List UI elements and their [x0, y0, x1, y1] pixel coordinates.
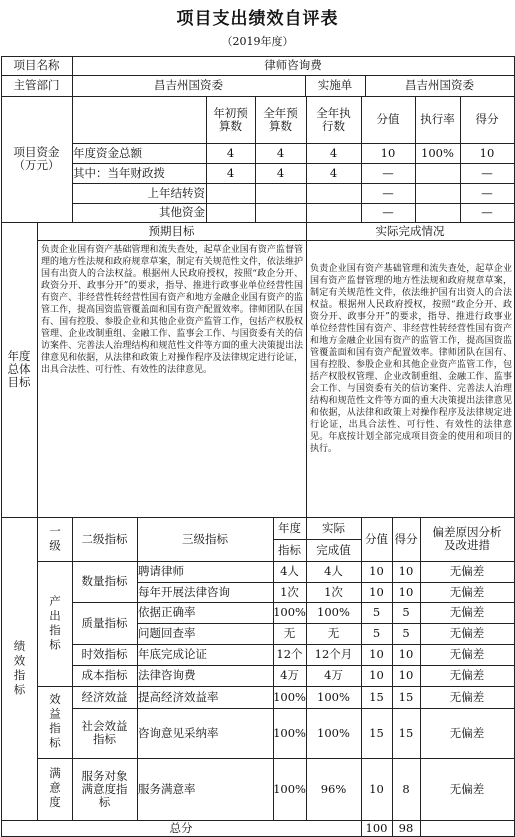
funds-header-1-text: 全年预算数 [263, 105, 298, 133]
perf-header-l2-text: 二级指标 [81, 531, 128, 546]
impl-value-text: 昌吉州国资委 [405, 78, 474, 92]
perf-l2-0-3 [72, 665, 138, 687]
funds-row-3-col-4 [415, 203, 461, 223]
perf-l2-1-0-text: 经济效益 [81, 689, 128, 704]
perf-row-done [306, 561, 362, 583]
perf-header-target [273, 539, 307, 562]
funds-header-4-text: 执行率 [420, 112, 455, 126]
dept-label [1, 75, 73, 97]
perf-row-score-value [361, 561, 393, 583]
funds-row-0-col-4 [415, 143, 461, 164]
funds-row-1-name-text: 其中：当年财政拨 [73, 165, 165, 180]
perf-header-annual [273, 517, 307, 540]
perf-row-target-text: 12个 [276, 647, 303, 661]
perf-row-score-text: 10 [398, 564, 414, 578]
funds-row-3-name [72, 203, 207, 223]
perf-row-score-value-text: 15 [369, 689, 384, 704]
perf-label [1, 517, 38, 821]
perf-l2-0-2-text: 时效指标 [81, 647, 128, 661]
funds-row-3-col-3-text: — [382, 205, 394, 219]
perf-row-target [273, 602, 307, 624]
perf-row-deviation [420, 665, 515, 687]
perf-row-target-text: 4万 [280, 668, 299, 682]
expected-text: 负责企业国有资产基础管理和流失查处，起草企业国有资产监督管理的地方性法规和政府规章草案，制定有关规范性文件，依法维护国有出资人的合法权益。根据州人民政府授权，按照“政企分开、政资分开、政事分开”的要求，指导、推进行政事业单位经营性国有资产、非经营性转经营性国有资产和地方金融企业国有资产的监管工作，提高国资监管覆盖面和国有资产配置效率。律师团队在国有、国有控股、参股企业和其他企业资产监管工作，包括产权股权管理、企业改制重组、金融工作、监事会工作、与国资委有关的信访案件、完善法人治理结构和规范性文件等方面的重大决策提出法律意见和依据，从法律和政策上对操作程序及法律规定进行论证，出具合法性、可行性、有效性的法律意见。 [41, 245, 303, 375]
perf-row-target [273, 708, 307, 759]
perf-row-score-value [361, 686, 393, 709]
perf-row-deviation [420, 582, 515, 603]
perf-row-score-value-text: 10 [369, 781, 384, 796]
funds-header-2-text: 全年执行数 [316, 105, 351, 133]
perf-l1-2 [37, 758, 73, 821]
perf-row-done [306, 708, 362, 759]
perf-row-deviation-text: 无偏差 [449, 668, 485, 682]
perf-row-deviation-text: 无偏差 [449, 564, 485, 578]
perf-row-done-text: 96% [320, 781, 347, 796]
perf-l1-1 [37, 686, 73, 759]
funds-row-0-col-1-text: 4 [276, 145, 285, 160]
perf-row-score-text: 10 [398, 584, 414, 599]
funds-label [1, 96, 73, 223]
perf-row-deviation [420, 623, 515, 645]
funds-row-1-col-0-text: 4 [226, 165, 235, 180]
perf-header-score-value [361, 517, 393, 562]
perf-header-actual [306, 517, 362, 540]
perf-row-indicator-text: 法律咨询费 [138, 668, 196, 682]
perf-row-indicator [137, 561, 274, 583]
perf-l1-0 [37, 561, 73, 687]
perf-row-indicator [137, 708, 274, 759]
perf-header-annual-text: 年度 [278, 520, 301, 535]
funds-row-0-col-0-text: 4 [226, 145, 235, 160]
funds-row-2-col-2 [306, 183, 362, 204]
perf-row-target [273, 582, 307, 603]
perf-row-deviation [420, 644, 515, 666]
funds-row-1-col-5 [460, 163, 515, 184]
perf-row-indicator-text: 年底完成论证 [138, 647, 207, 661]
perf-row-deviation-text: 无偏差 [449, 584, 485, 599]
perf-row-score [392, 582, 421, 603]
funds-row-3-col-2 [306, 203, 362, 223]
goals-label-text: 年度总体目标 [7, 349, 31, 389]
project-name-label-text: 项目名称 [13, 58, 60, 72]
funds-row-3-col-5 [460, 203, 515, 223]
perf-l2-1-1-text: 社会效益指标 [81, 719, 128, 746]
perf-row-done-text: 4万 [324, 668, 343, 682]
perf-row-score [392, 708, 421, 759]
perf-row-target [273, 644, 307, 666]
perf-row-indicator-text: 问题回查率 [138, 626, 196, 640]
project-name-value-text: 律师咨询费 [264, 58, 322, 72]
funds-header-blank [72, 96, 207, 144]
perf-header-l1-text: 一级 [48, 524, 62, 554]
perf-header-dev-text: 偏差原因分析及改进措 [432, 525, 502, 552]
form-year: （2019年度） [221, 35, 294, 48]
perf-row-indicator [137, 665, 274, 687]
total-score-text: 98 [398, 820, 414, 835]
perf-l2-2-0-text: 服务对象满意度指标 [81, 768, 128, 809]
dept-value-text: 昌吉州国资委 [154, 78, 223, 92]
impl-value [365, 75, 515, 97]
funds-row-3-col-3 [361, 203, 416, 223]
perf-row-deviation [420, 686, 515, 709]
evaluation-table [1, 56, 514, 836]
funds-row-0-name [72, 143, 207, 164]
project-name-label [1, 56, 73, 76]
perf-header-done-text: 完成值 [316, 542, 351, 557]
perf-l2-0-3-text: 成本指标 [81, 668, 128, 682]
goals-label [1, 222, 38, 518]
perf-row-done [306, 758, 362, 821]
perf-row-score-value [361, 665, 393, 687]
funds-row-1-col-0 [206, 163, 256, 184]
perf-row-done-text: 4人 [324, 564, 343, 578]
perf-row-score-value-text: 15 [369, 725, 384, 740]
perf-row-score [392, 623, 421, 645]
perf-row-indicator-text: 提高经济效益率 [138, 689, 219, 704]
perf-row-done-text: 100% [317, 605, 350, 619]
perf-row-target [273, 623, 307, 645]
funds-row-1-col-5-text: — [481, 165, 493, 180]
total-value [361, 820, 393, 837]
perf-row-score [392, 644, 421, 666]
funds-header-0 [206, 96, 256, 144]
perf-l2-1-1 [72, 708, 138, 759]
funds-row-2-name-text: 上年结转资 [147, 185, 205, 200]
perf-row-deviation [420, 758, 515, 821]
perf-row-indicator-text: 依据正确率 [138, 605, 196, 619]
perf-row-target [273, 665, 307, 687]
perf-row-target-text: 1次 [280, 584, 299, 599]
total-label [1, 820, 362, 837]
perf-row-score-value-text: 5 [372, 626, 381, 640]
funds-row-1-col-1-text: 4 [276, 165, 285, 180]
funds-row-2-col-3-text: — [382, 185, 394, 200]
perf-row-deviation-text: 无偏差 [449, 781, 485, 796]
dept-label-text: 主管部门 [13, 78, 60, 92]
perf-row-score-text: 10 [398, 668, 414, 682]
perf-l2-0-0 [72, 561, 138, 603]
funds-row-2-col-5 [460, 183, 515, 204]
perf-row-deviation [420, 708, 515, 759]
perf-row-indicator [137, 623, 274, 645]
actual-header [306, 222, 515, 241]
perf-l2-0-1-text: 质量指标 [81, 615, 128, 630]
perf-row-deviation [420, 602, 515, 624]
perf-row-done [306, 686, 362, 709]
funds-row-0-col-5-text: 10 [479, 145, 495, 160]
project-name-value [72, 56, 515, 76]
expected-header-text: 预期目标 [148, 223, 195, 238]
perf-row-indicator-text: 聘请律师 [138, 564, 184, 578]
funds-row-0-col-0 [206, 143, 256, 164]
funds-row-1-col-3 [361, 163, 416, 184]
perf-header-actual-text: 实际 [322, 520, 345, 535]
funds-row-1-col-4 [415, 163, 461, 184]
perf-row-target [273, 686, 307, 709]
perf-row-score-value [361, 602, 393, 624]
funds-row-0-col-3-text: 10 [380, 145, 396, 160]
perf-row-done-text: 100% [317, 689, 350, 704]
perf-row-score-text: 15 [398, 689, 414, 704]
impl-label-text: 实施单 [317, 78, 353, 92]
perf-row-target-text: 无 [283, 626, 296, 640]
actual-text: 负责企业国有资产基础管理和流失查处，起草企业国有资产监督管理的地方性法规和政府规章草案，制定有关规范性文件，依法维护国有出资人的合法权益。根据州人民政府授权，按照“政企分开、政资分开、政事分开”的要求，指导、推进行政事业单位经营性国有资产、非经营性转经营性国有资产和地方金融企业国有资产的监管工作，提高国资监管覆盖面和国有资产配置效率。律师团队在国有、国有控股、参股企业和其他企业资产监管工作，包括产权股权管理、企业改制重组、金融工作、监事会工作、与国资委有关的信访案件、完善法人治理结构和规范性文件等方面的重大决策提出法律意见和依据，从法律和政策上对操作程序及法律规定进行论证，出具合法性、可行性、有效性的法律意见。年底按计划全部完成项目资金的使用和项目的执行。 [310, 264, 512, 454]
perf-row-indicator-text: 咨询意见采纳率 [138, 725, 219, 740]
perf-row-target [273, 561, 307, 583]
perf-header-l2 [72, 517, 138, 562]
perf-row-indicator [137, 602, 274, 624]
perf-row-score-value [361, 623, 393, 645]
perf-row-done-text: 100% [317, 725, 350, 740]
perf-row-score-value-text: 10 [369, 647, 384, 661]
perf-row-score [392, 665, 421, 687]
perf-row-deviation-text: 无偏差 [449, 689, 485, 704]
impl-label [305, 75, 366, 97]
perf-row-deviation [420, 561, 515, 583]
perf-row-score-value-text: 10 [369, 564, 384, 578]
perf-l2-0-0-text: 数量指标 [81, 574, 128, 588]
perf-header-score [392, 517, 421, 562]
funds-row-1-col-2 [306, 163, 362, 184]
actual-header-text: 实际完成情况 [375, 223, 445, 238]
perf-row-score-value-text: 10 [369, 584, 384, 599]
funds-row-0-col-5 [460, 143, 515, 164]
perf-row-target-text: 100% [273, 605, 306, 619]
perf-row-score-text: 15 [398, 725, 414, 740]
funds-header-0-text: 年初预算数 [213, 105, 248, 133]
funds-header-5-text: 得分 [475, 112, 499, 126]
funds-row-1-col-2-text: 4 [329, 165, 338, 180]
perf-row-score-value [361, 582, 393, 603]
perf-l2-0-1 [72, 602, 138, 645]
funds-row-0-col-3 [361, 143, 416, 164]
perf-row-score-text: 5 [402, 605, 410, 619]
perf-row-score [392, 602, 421, 624]
perf-row-target [273, 758, 307, 821]
form-title: 项目支出绩效自评表 [176, 9, 339, 29]
perf-row-score-value [361, 644, 393, 666]
funds-label-text: 项目资金（万元） [13, 145, 60, 172]
total-value-text: 100 [365, 820, 388, 835]
perf-row-done [306, 623, 362, 645]
perf-row-score-text: 10 [398, 647, 414, 661]
perf-label-text: 绩效指标 [12, 639, 27, 698]
perf-row-score [392, 686, 421, 709]
perf-header-l3 [137, 517, 274, 562]
perf-header-score-value-text: 分值 [365, 531, 388, 546]
perf-row-indicator [137, 582, 274, 603]
perf-row-deviation-text: 无偏差 [449, 647, 485, 661]
perf-row-done [306, 665, 362, 687]
perf-row-deviation-text: 无偏差 [449, 605, 485, 619]
perf-row-score-text: 5 [402, 626, 410, 640]
total-score [392, 820, 421, 837]
funds-row-2-col-5-text: — [481, 185, 493, 200]
perf-row-indicator [137, 758, 274, 821]
perf-row-target-text: 100% [273, 725, 306, 740]
perf-header-score-text: 得分 [394, 531, 418, 546]
perf-header-dev [420, 517, 515, 562]
perf-header-l1 [37, 517, 73, 562]
funds-row-2-name [72, 183, 207, 204]
perf-row-target-text: 100% [273, 781, 306, 796]
perf-header-l3-text: 三级指标 [182, 531, 228, 546]
perf-l2-0-2 [72, 644, 138, 666]
funds-row-1-col-1 [255, 163, 307, 184]
perf-row-done-text: 无 [327, 626, 340, 640]
dept-value [72, 75, 306, 97]
perf-row-score [392, 561, 421, 583]
perf-header-target-text: 指标 [278, 542, 301, 557]
perf-row-indicator [137, 686, 274, 709]
perf-header-done [306, 539, 362, 562]
funds-header-3-text: 分值 [376, 112, 400, 126]
funds-header-4 [415, 96, 461, 144]
funds-row-0-col-1 [255, 143, 307, 164]
funds-row-0-col-4-text: 100% [421, 145, 454, 160]
funds-row-2-col-0 [206, 183, 256, 204]
perf-row-score-value-text: 10 [369, 668, 384, 682]
perf-row-done [306, 602, 362, 624]
total-label-text: 总分 [169, 820, 193, 835]
funds-row-2-col-1 [255, 183, 307, 204]
funds-row-2-col-4 [415, 183, 461, 204]
funds-row-1-col-3-text: — [382, 165, 394, 180]
perf-row-indicator-text: 服务满意率 [138, 781, 196, 796]
perf-l1-0-text: 产出指标 [48, 594, 62, 653]
perf-row-done [306, 644, 362, 666]
funds-row-0-col-2-text: 4 [329, 145, 338, 160]
perf-row-score-value [361, 708, 393, 759]
perf-row-indicator-text: 每年开展法律咨询 [138, 584, 230, 599]
perf-l1-1-text: 效益指标 [48, 693, 62, 751]
funds-header-3 [361, 96, 416, 144]
perf-row-deviation-text: 无偏差 [449, 626, 485, 640]
funds-row-1-name [72, 163, 207, 184]
perf-row-target-text: 100% [273, 689, 306, 704]
perf-row-score-value-text: 5 [372, 605, 381, 619]
funds-row-3-col-1 [255, 203, 307, 223]
perf-l2-1-0 [72, 686, 138, 709]
expected-header [37, 222, 307, 241]
funds-row-3-col-5-text: — [481, 205, 493, 219]
funds-header-2 [306, 96, 362, 144]
funds-row-2-col-3 [361, 183, 416, 204]
perf-l2-2-0 [72, 758, 138, 821]
total-blank [420, 820, 515, 837]
funds-header-1 [255, 96, 307, 144]
perf-row-score-value [361, 758, 393, 821]
funds-row-3-col-0 [206, 203, 256, 223]
perf-row-target-text: 4人 [280, 564, 299, 578]
funds-header-5 [460, 96, 515, 144]
perf-l1-2-text: 满意度 [48, 767, 62, 811]
perf-row-score-text: 8 [402, 781, 410, 796]
perf-row-done-text: 1次 [324, 584, 343, 599]
perf-row-done [306, 582, 362, 603]
perf-row-done-text: 12个月 [314, 647, 353, 661]
funds-row-3-name-text: 其他资金 [159, 205, 205, 219]
funds-row-0-col-2 [306, 143, 362, 164]
perf-row-deviation-text: 无偏差 [449, 725, 485, 740]
funds-row-0-name-text: 年度资金总额 [73, 145, 142, 160]
perf-row-score [392, 758, 421, 821]
perf-row-indicator [137, 644, 274, 666]
